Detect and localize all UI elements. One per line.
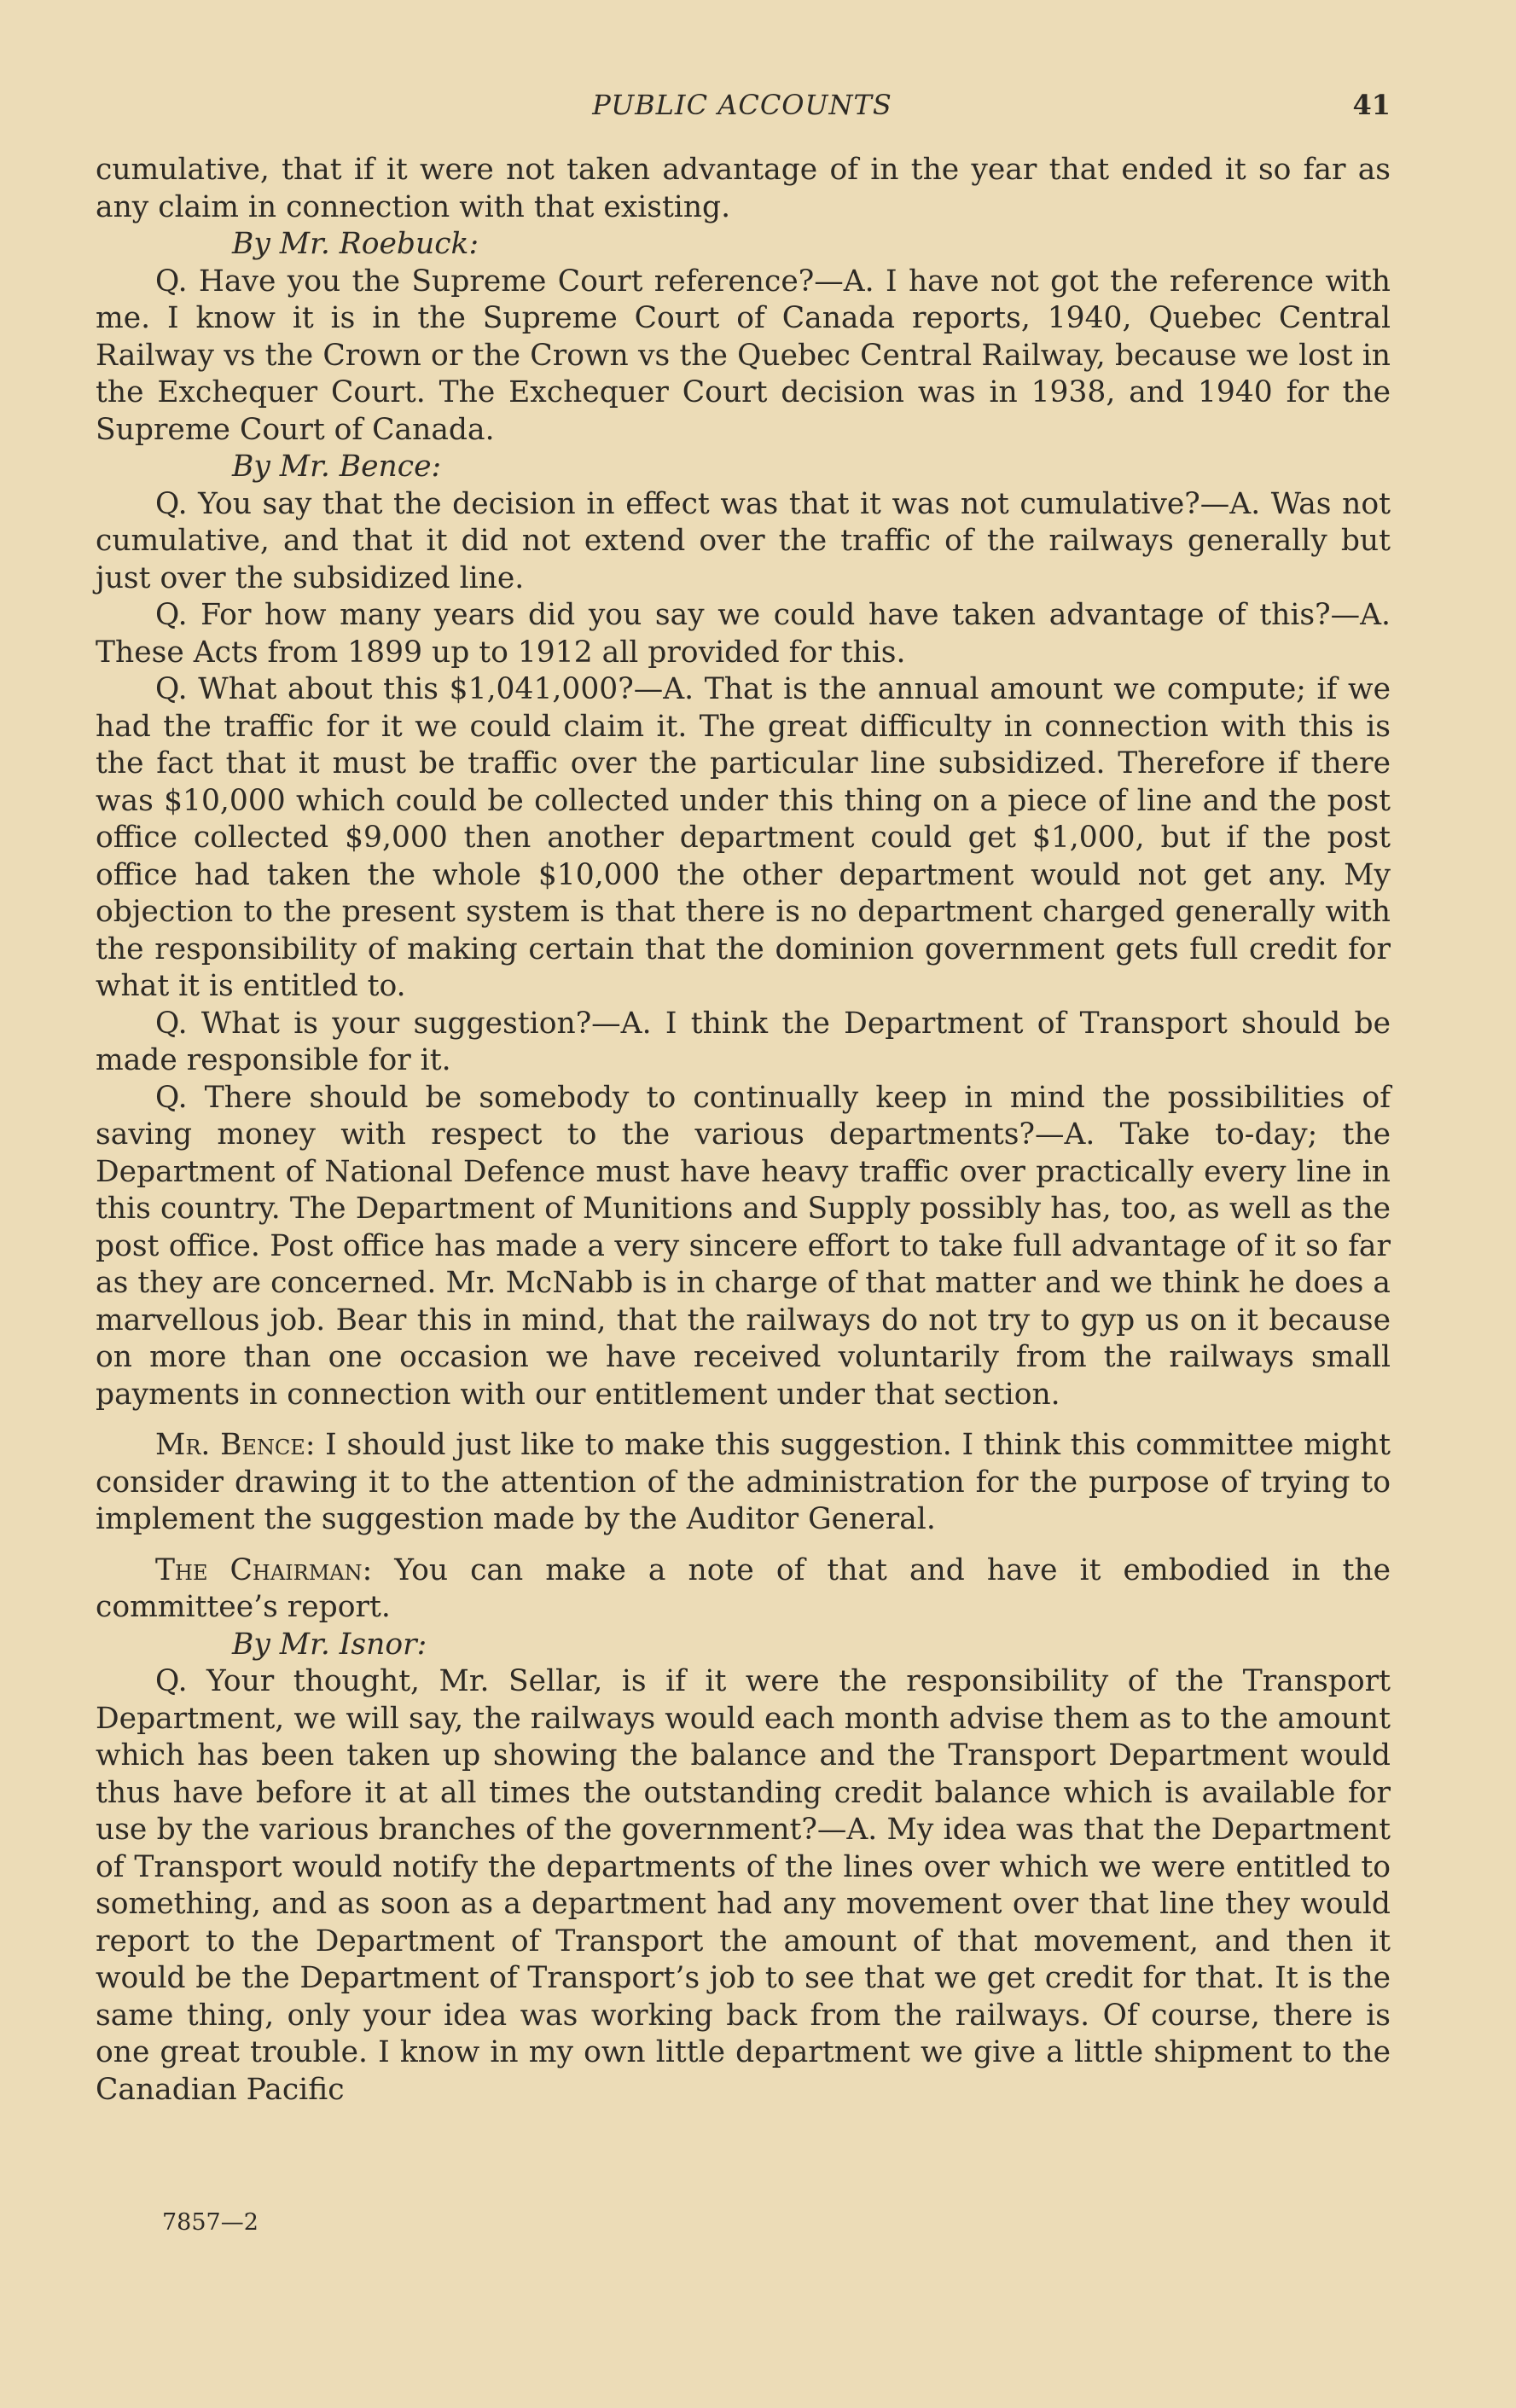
page-header — [94, 89, 1391, 123]
paragraph-statement-chairman — [96, 1552, 1391, 1627]
speaker-chairman: The Chairman: — [155, 1552, 373, 1587]
paragraph-statement-bence — [96, 1427, 1391, 1539]
body-text — [96, 152, 1391, 2109]
paragraph-qa: Q. You say that the decision in effect was that it was not cumulative?—A. Was not cumulative, and that it did not extend over the traffic of the railways generally but just over the subsidized line. — [96, 486, 1391, 595]
paragraph-qa: Q. For how many years did you say we could have taken advantage of this?—A. These Acts from 1899 up to 1912 all provided for this. — [96, 598, 1391, 670]
speaker-bence: Mr. Bence: — [155, 1428, 316, 1462]
byline-roebuck: By Mr. Roebuck: — [232, 227, 479, 261]
byline-isnor: By Mr. Isnor: — [232, 1627, 427, 1662]
paragraph-qa: Q. What about this $1,041,000?—A. That is the annual amount we compute; if we had the traffic for it we could claim it. The great difficulty in connection with this is the fact that it must be traffic over the particular line subsidized. Therefore if there was $10,000 which could be collected under this thing on a piece of line and the post office collected $9,000 then another department could get $1,000, but if the post office had taken the whole $10,000 the other department would not get any. My objection to the present system is that there is no department charged generally with the responsibility of making certain that the dominion government gets full credit for what it is entitled to. — [96, 672, 1391, 1003]
statement-chairman-text: You can make a note of that and have it embodied in the committee’s report. — [96, 1552, 1391, 1624]
signature-mark: 7857—2 — [162, 2209, 258, 2236]
statement-bence-text: I should just like to make this suggestion. I think this committee might consider drawing it to the attention of the administration for the purpose of trying to implement the suggestion made by the Auditor General. — [96, 1428, 1391, 1536]
paragraph-qa: Q. There should be somebody to continually keep in mind the possibilities of saving money with respect to the various departments?—A. Take to-day; the Department of National Defence must have heavy traffic over practically every line in this country. The Department of Munitions and Supply possibly has, too, as well as the post office. Post office has made a very sincere effort to take full advantage of it so far as they are concerned. Mr. McNabb is in charge of that matter and we think he does a marvellous job. Bear this in mind, that the railways do not try to gyp us on it because on more than one occasion we have received voluntarily from the railways small payments in connection with our entitlement under that section. — [96, 1080, 1391, 1412]
page-number: 41 — [1352, 89, 1391, 121]
running-head: PUBLIC ACCOUNTS — [592, 89, 892, 121]
paragraph-qa: Q. What is your suggestion?—A. I think the Department of Transport should be made responsible for it. — [96, 1006, 1391, 1077]
byline-bence: By Mr. Bence: — [232, 450, 442, 484]
paragraph-qa: Q. Your thought, Mr. Sellar, is if it were the responsibility of the Transport Department, we will say, the railways would each month advise them as to the amount which has been taken up showing the balance and the Transport Department would thus have before it at all times the outstanding credit balance which is available for use by the various branches of the government?—A. My idea was that the Department of Transport would notify the departments of the lines over which we were entitled to something, and as soon as a department had any movement over that line they would report to the Department of Transport the amount of that movement, and then it would be the Department of Transport’s job to see that we get credit for that. It is the same thing, only your idea was working back from the railways. Of course, there is one great trouble. I know in my own little department we give a little shipment to the Canadian Pacific — [96, 1664, 1391, 2107]
paragraph-qa: Q. Have you the Supreme Court reference?—A. I have not got the reference with me. I know it is in the Supreme Court of Canada reports, 1940, Quebec Central Railway vs the Crown or the Crown vs the Quebec Central Railway, because we lost in the Exchequer Court. The Exchequer Court decision was in 1938, and 1940 for the Supreme Court of Canada. — [96, 264, 1391, 447]
paragraph-continuation: cumulative, that if it were not taken advantage of in the year that ended it so far as any claim in connection with that existing. — [96, 153, 1391, 224]
